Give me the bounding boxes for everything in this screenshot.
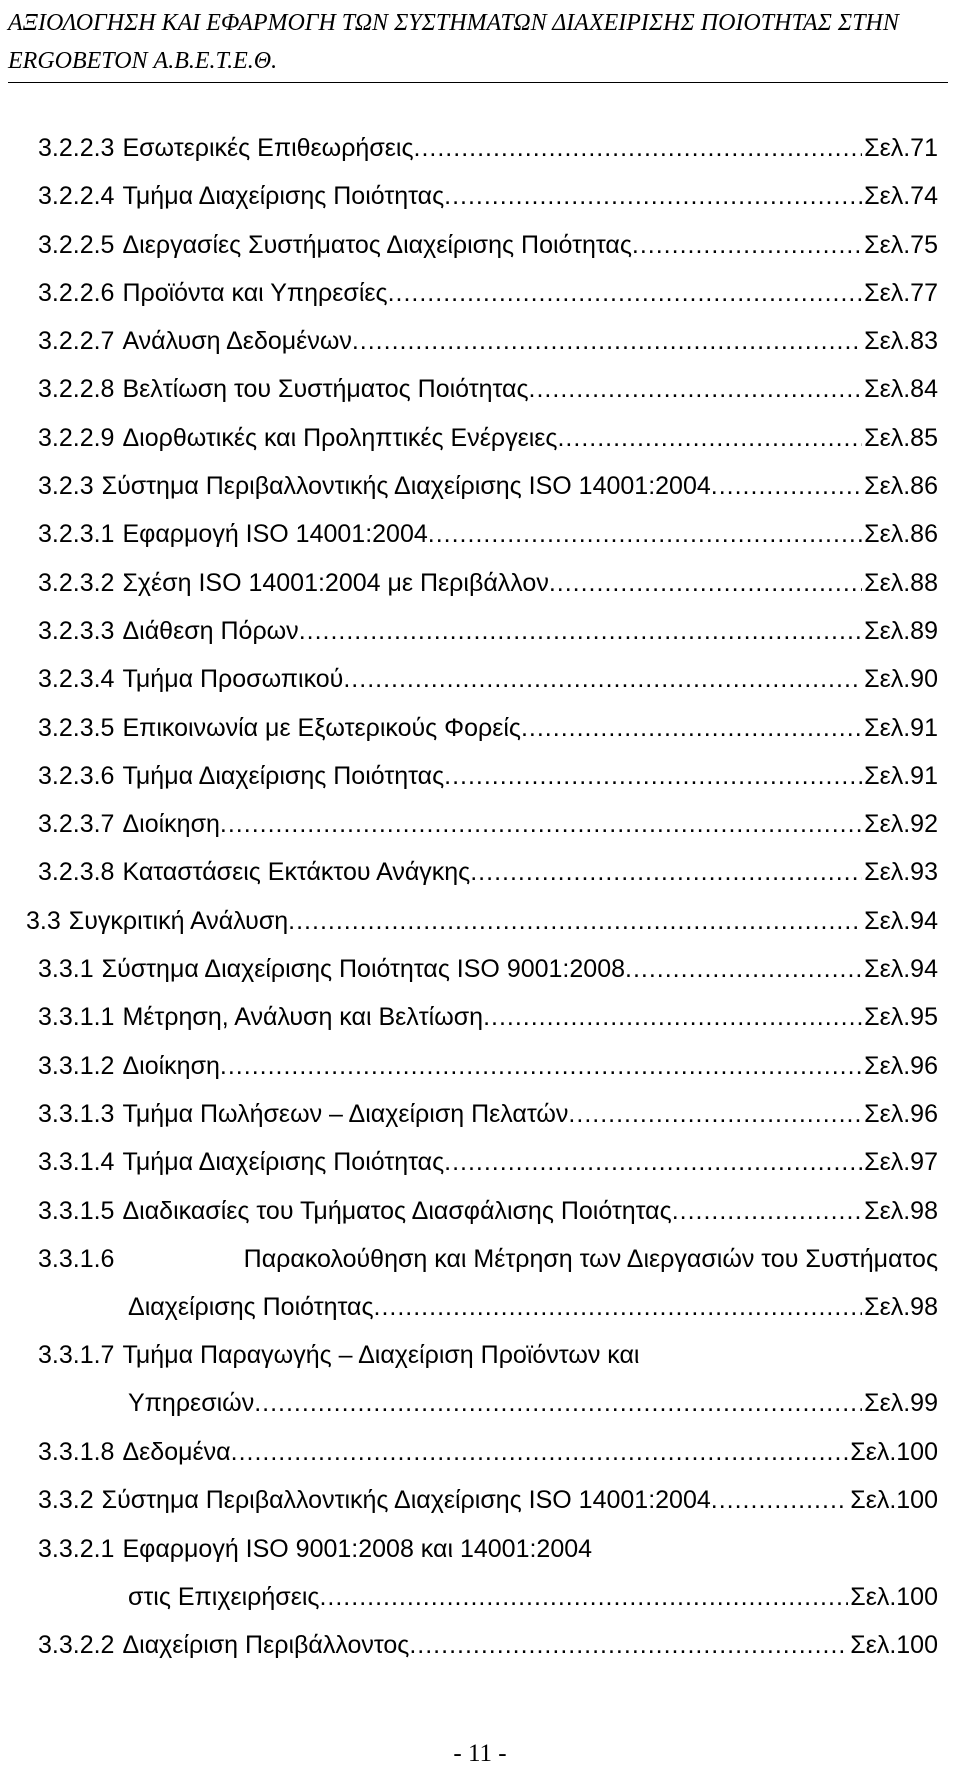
toc-entry[interactable] [0, 414, 960, 462]
toc-leader-dots [319, 1573, 848, 1621]
toc-number: 3.3.1.5 [38, 1196, 115, 1225]
toc-page: Σελ.92 [864, 810, 938, 839]
toc-number: 3.2.3.2 [38, 568, 115, 597]
toc-page: Σελ.98 [864, 1292, 938, 1321]
toc-page: Σελ.100 [850, 1631, 938, 1660]
toc-entry[interactable] [0, 559, 960, 607]
toc-entry[interactable] [0, 704, 960, 752]
toc-entry[interactable] [0, 1331, 960, 1428]
toc-leader-dots [414, 124, 863, 172]
toc-number: 3.3.1 [38, 955, 94, 984]
toc-title-continuation: Διαχείρισης Ποιότητας [128, 1292, 374, 1321]
toc-page: Σελ.94 [864, 955, 938, 984]
toc-leader-dots [352, 317, 862, 365]
toc-leader-dots [444, 752, 862, 800]
toc-number: 3.2.2.5 [38, 230, 115, 259]
toc-page: Σελ.93 [864, 858, 938, 887]
toc-number: 3.3.2.1 [38, 1534, 115, 1563]
toc-page: Σελ.91 [864, 761, 938, 790]
toc-title: Εφαρμογή ISO 9001:2008 και 14001:2004 [122, 1534, 593, 1563]
toc-title: Σύστημα Περιβαλλοντικής Διαχείρισης ISO 14001:2004 [101, 1486, 711, 1515]
toc-leader-dots [557, 414, 862, 462]
toc-entry[interactable] [0, 1187, 960, 1235]
toc-page: Σελ.98 [864, 1196, 938, 1225]
toc-number: 3.2.3.6 [38, 761, 115, 790]
toc-number: 3.3.1.7 [38, 1341, 115, 1370]
toc-number: 3.2.3.4 [38, 665, 115, 694]
toc-title-continuation: στις Επιχειρήσεις [128, 1582, 320, 1611]
toc-page: Σελ.100 [850, 1438, 938, 1467]
toc-number: 3.2.2.4 [38, 182, 115, 211]
toc-page: Σελ.91 [864, 713, 938, 742]
toc-title: Σχέση ISO 14001:2004 με Περιβάλλον [122, 568, 549, 597]
toc-entry[interactable] [0, 752, 960, 800]
toc-title: Τμήμα Παραγωγής – Διαχείριση Προϊόντων και [122, 1341, 640, 1370]
toc-title: Παρακολούθηση και Μέτρηση των Διεργασιών του Συστήματος [243, 1244, 938, 1273]
toc-page: Σελ.86 [864, 520, 938, 549]
toc-title: Σύστημα Περιβαλλοντικής Διαχείρισης ISO 14001:2004 [101, 472, 711, 501]
toc-page: Σελ.89 [864, 616, 938, 645]
toc-title: Βελτίωση του Συστήματος Ποιότητας [122, 375, 529, 404]
toc-leader-dots [632, 221, 862, 269]
toc-number: 3.2.3.1 [38, 520, 115, 549]
toc-title: Δεδομένα [122, 1438, 231, 1467]
toc-leader-dots [672, 1187, 862, 1235]
toc-leader-dots [529, 365, 863, 413]
toc-entry[interactable] [0, 897, 960, 945]
toc-title: Διαδικασίες του Τμήματος Διασφάλισης Ποιότητας [122, 1196, 672, 1225]
toc-page: Σελ.100 [850, 1582, 938, 1611]
toc-page: Σελ.94 [864, 906, 938, 935]
toc-page: Σελ.77 [864, 278, 938, 307]
toc-entry[interactable] [0, 1235, 960, 1332]
header-line-2: ERGOBETON Α.Β.Ε.Τ.Ε.Θ. [8, 48, 278, 74]
toc-entry[interactable] [0, 510, 960, 558]
toc-leader-dots [288, 897, 862, 945]
toc-entry[interactable] [0, 221, 960, 269]
toc-number: 3.2.2.6 [38, 278, 115, 307]
toc-leader-dots [711, 462, 862, 510]
toc-leader-dots [254, 1379, 862, 1427]
toc-number: 3.3.1.4 [38, 1148, 115, 1177]
toc-leader-dots [220, 1042, 862, 1090]
toc-title: Προϊόντα και Υπηρεσίες [122, 278, 388, 307]
toc-leader-dots [568, 1090, 862, 1138]
header-line-1: ΑΞΙΟΛΟΓΗΣΗ ΚΑΙ ΕΦΑΡΜΟΓΗ ΤΩΝ ΣΥΣΤΗΜΑΤΩΝ ΔΙΑΧΕΙΡΙΣΗΣ ΠΟΙΟΤΗΤΑΣ ΣΤΗΝ [8, 10, 899, 36]
toc-entry[interactable] [0, 462, 960, 510]
toc-number: 3.2.3.5 [38, 713, 115, 742]
toc-leader-dots [711, 1476, 848, 1524]
toc-leader-dots [470, 848, 862, 896]
running-header [8, 4, 948, 83]
toc-page: Σελ.97 [864, 1148, 938, 1177]
toc-number: 3.3.1.6 [38, 1244, 115, 1273]
toc-entry[interactable] [0, 172, 960, 220]
toc-entry[interactable] [0, 800, 960, 848]
toc-title: Σύστημα Διαχείρισης Ποιότητας ISO 9001:2008 [101, 955, 625, 984]
toc-page: Σελ.96 [864, 1099, 938, 1128]
toc-page: Σελ.74 [864, 182, 938, 211]
toc-number: 3.2.3.7 [38, 810, 115, 839]
toc-leader-dots [220, 800, 862, 848]
toc-title: Συγκριτική Ανάλυση [68, 906, 289, 935]
toc-title: Διορθωτικές και Προληπτικές Ενέργειες [122, 423, 558, 452]
toc-leader-dots [444, 1138, 862, 1186]
toc-title: Τμήμα Διαχείρισης Ποιότητας [122, 182, 445, 211]
toc-number: 3.3.1.3 [38, 1099, 115, 1128]
toc-title: Διαχείριση Περιβάλλοντος [122, 1631, 410, 1660]
toc-leader-dots [374, 1283, 863, 1331]
toc-page: Σελ.95 [864, 1003, 938, 1032]
toc-title: Εσωτερικές Επιθεωρήσεις [122, 134, 414, 162]
toc-leader-dots [231, 1428, 849, 1476]
toc-leader-dots [409, 1621, 848, 1669]
toc-title: Επικοινωνία με Εξωτερικούς Φορείς [122, 713, 521, 742]
toc-title: Διοίκηση [122, 810, 220, 839]
toc-number: 3.2.2.8 [38, 375, 115, 404]
toc-page: Σελ.88 [864, 568, 938, 597]
toc-number: 3.3.2.2 [38, 1631, 115, 1660]
toc-entry[interactable] [0, 655, 960, 703]
toc-leader-dots [521, 704, 862, 752]
toc-entry[interactable] [0, 269, 960, 317]
toc-title: Διεργασίες Συστήματος Διαχείρισης Ποιότητας [122, 230, 632, 259]
toc-title: Διάθεση Πόρων [122, 616, 299, 645]
toc-number: 3.2.3 [38, 472, 94, 501]
toc-number: 3.3.2 [38, 1486, 94, 1515]
toc-page: Σελ.90 [864, 665, 938, 694]
toc-entry[interactable] [0, 317, 960, 365]
toc-title: Τμήμα Πωλήσεων – Διαχείριση Πελατών [122, 1099, 569, 1128]
toc-title: Τμήμα Διαχείρισης Ποιότητας [122, 761, 445, 790]
toc-entry[interactable] [0, 1090, 960, 1138]
toc-page: Σελ.86 [864, 472, 938, 501]
toc-title-continuation: Υπηρεσιών [128, 1389, 255, 1418]
toc-number: 3.3.1.1 [38, 1003, 115, 1032]
toc-number: 3.2.3.3 [38, 616, 115, 645]
toc-entry[interactable] [0, 1476, 960, 1524]
toc-number: 3.2.2.9 [38, 423, 115, 452]
toc-entry[interactable] [0, 993, 960, 1041]
toc-leader-dots [444, 172, 862, 220]
toc-entry[interactable] [0, 1138, 960, 1186]
toc-leader-dots [625, 945, 862, 993]
toc-number: 3.3.1.8 [38, 1438, 115, 1467]
toc-entry[interactable] [0, 365, 960, 413]
toc-page: Σελ.100 [850, 1486, 938, 1515]
toc-number: 3.3.1.2 [38, 1051, 115, 1080]
toc-entry[interactable] [0, 1042, 960, 1090]
toc-page: Σελ.99 [864, 1389, 938, 1418]
toc-entry[interactable] [0, 848, 960, 896]
toc-entry[interactable] [0, 124, 960, 172]
table-of-contents [0, 124, 960, 1670]
toc-number: 3.3 [26, 906, 61, 935]
toc-title: Ανάλυση Δεδομένων [122, 327, 352, 356]
toc-title: Εφαρμογή ISO 14001:2004 [122, 520, 428, 549]
toc-number: 3.2.2.7 [38, 327, 115, 356]
toc-page: Σελ.75 [864, 230, 938, 259]
toc-entry[interactable] [0, 945, 960, 993]
toc-leader-dots [483, 993, 862, 1041]
toc-leader-dots [428, 510, 862, 558]
toc-page: Σελ.84 [864, 375, 938, 404]
toc-title: Τμήμα Διαχείρισης Ποιότητας [122, 1148, 445, 1177]
toc-page: Σελ.83 [864, 327, 938, 356]
toc-entry[interactable] [0, 1621, 960, 1669]
toc-number: 3.2.3.8 [38, 858, 115, 887]
page-number: - 11 - [453, 1740, 507, 1767]
toc-leader-dots [299, 607, 862, 655]
toc-leader-dots [343, 655, 862, 703]
toc-page: Σελ.71 [864, 134, 938, 162]
toc-title: Καταστάσεις Εκτάκτου Ανάγκης [122, 858, 471, 887]
toc-title: Τμήμα Προσωπικού [122, 665, 344, 694]
toc-leader-dots [388, 269, 863, 317]
toc-entry[interactable] [0, 1428, 960, 1476]
toc-leader-dots [549, 559, 862, 607]
toc-page: Σελ.96 [864, 1051, 938, 1080]
toc-title: Διοίκηση [122, 1051, 220, 1080]
toc-page: Σελ.85 [864, 423, 938, 452]
toc-entry[interactable] [0, 607, 960, 655]
toc-entry[interactable] [0, 1525, 960, 1622]
toc-title: Μέτρηση, Ανάλυση και Βελτίωση [122, 1003, 484, 1032]
toc-number: 3.2.2.3 [38, 134, 115, 162]
